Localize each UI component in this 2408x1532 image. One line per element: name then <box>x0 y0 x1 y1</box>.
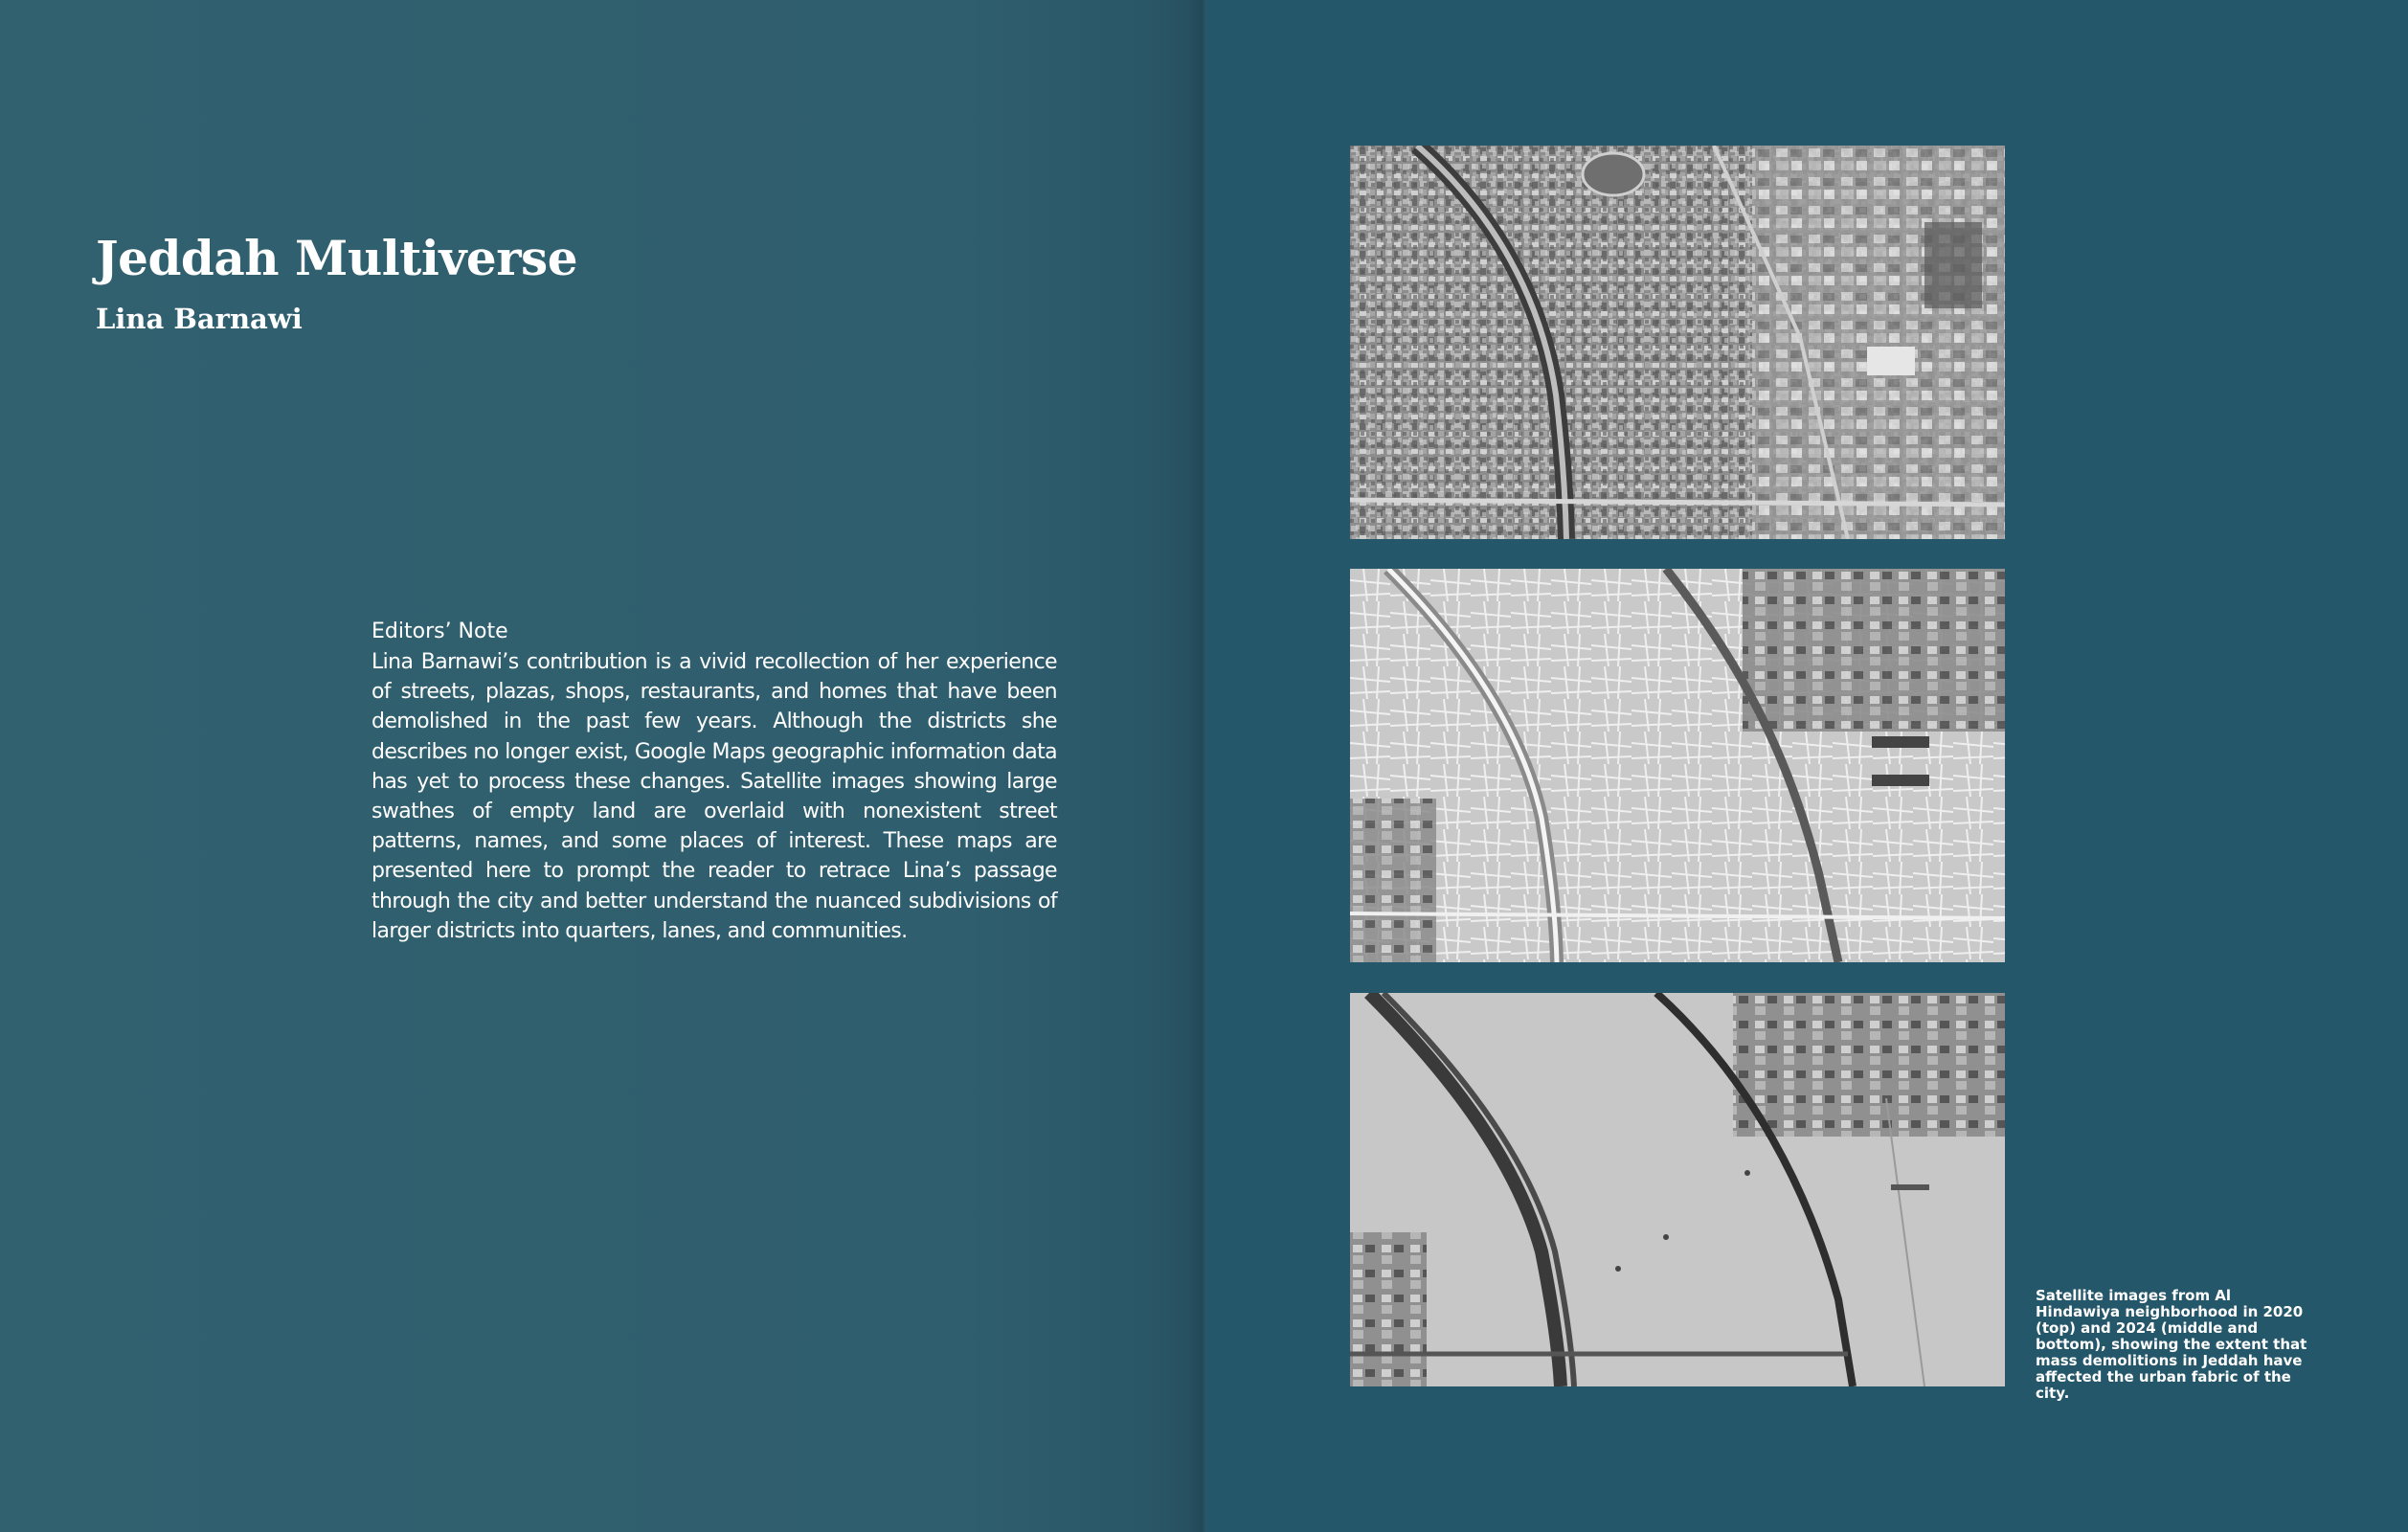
editors-note <box>371 617 1057 946</box>
map-overlay-2024 <box>1350 569 2005 962</box>
author-name: Lina Barnawi <box>96 303 303 335</box>
satellite-image-2024 <box>1350 993 2005 1386</box>
article-title: Jeddah Multiverse <box>96 230 577 286</box>
left-page <box>0 0 1203 1532</box>
image-caption: Satellite images from Al Hindawiya neighborhood in 2020 (top) and 2024 (middle and bottom), showing the extent that mass demolitions in Jeddah have affected the urban fabric of the city. <box>2036 1287 2307 1402</box>
editors-note-body: Lina Barnawi’s contribution is a vivid recollection of her experience of streets, plazas, shops, restaurants, and homes that have been demolished in the past few years. Although the districts she describes no longer exist, Google Maps geographic information data has yet to process these changes. Satellite images showing large swathes of empty land are overlaid with nonexistent street patterns, names, and some places of interest. These maps are presented here to prompt the reader to retrace Lina’s passage through the city and better understand the nuanced subdivisions of larger districts into quarters, lanes, and communities. <box>371 650 1057 943</box>
editors-note-heading: Editors’ Note <box>371 620 508 643</box>
satellite-image-2020 <box>1350 146 2005 539</box>
